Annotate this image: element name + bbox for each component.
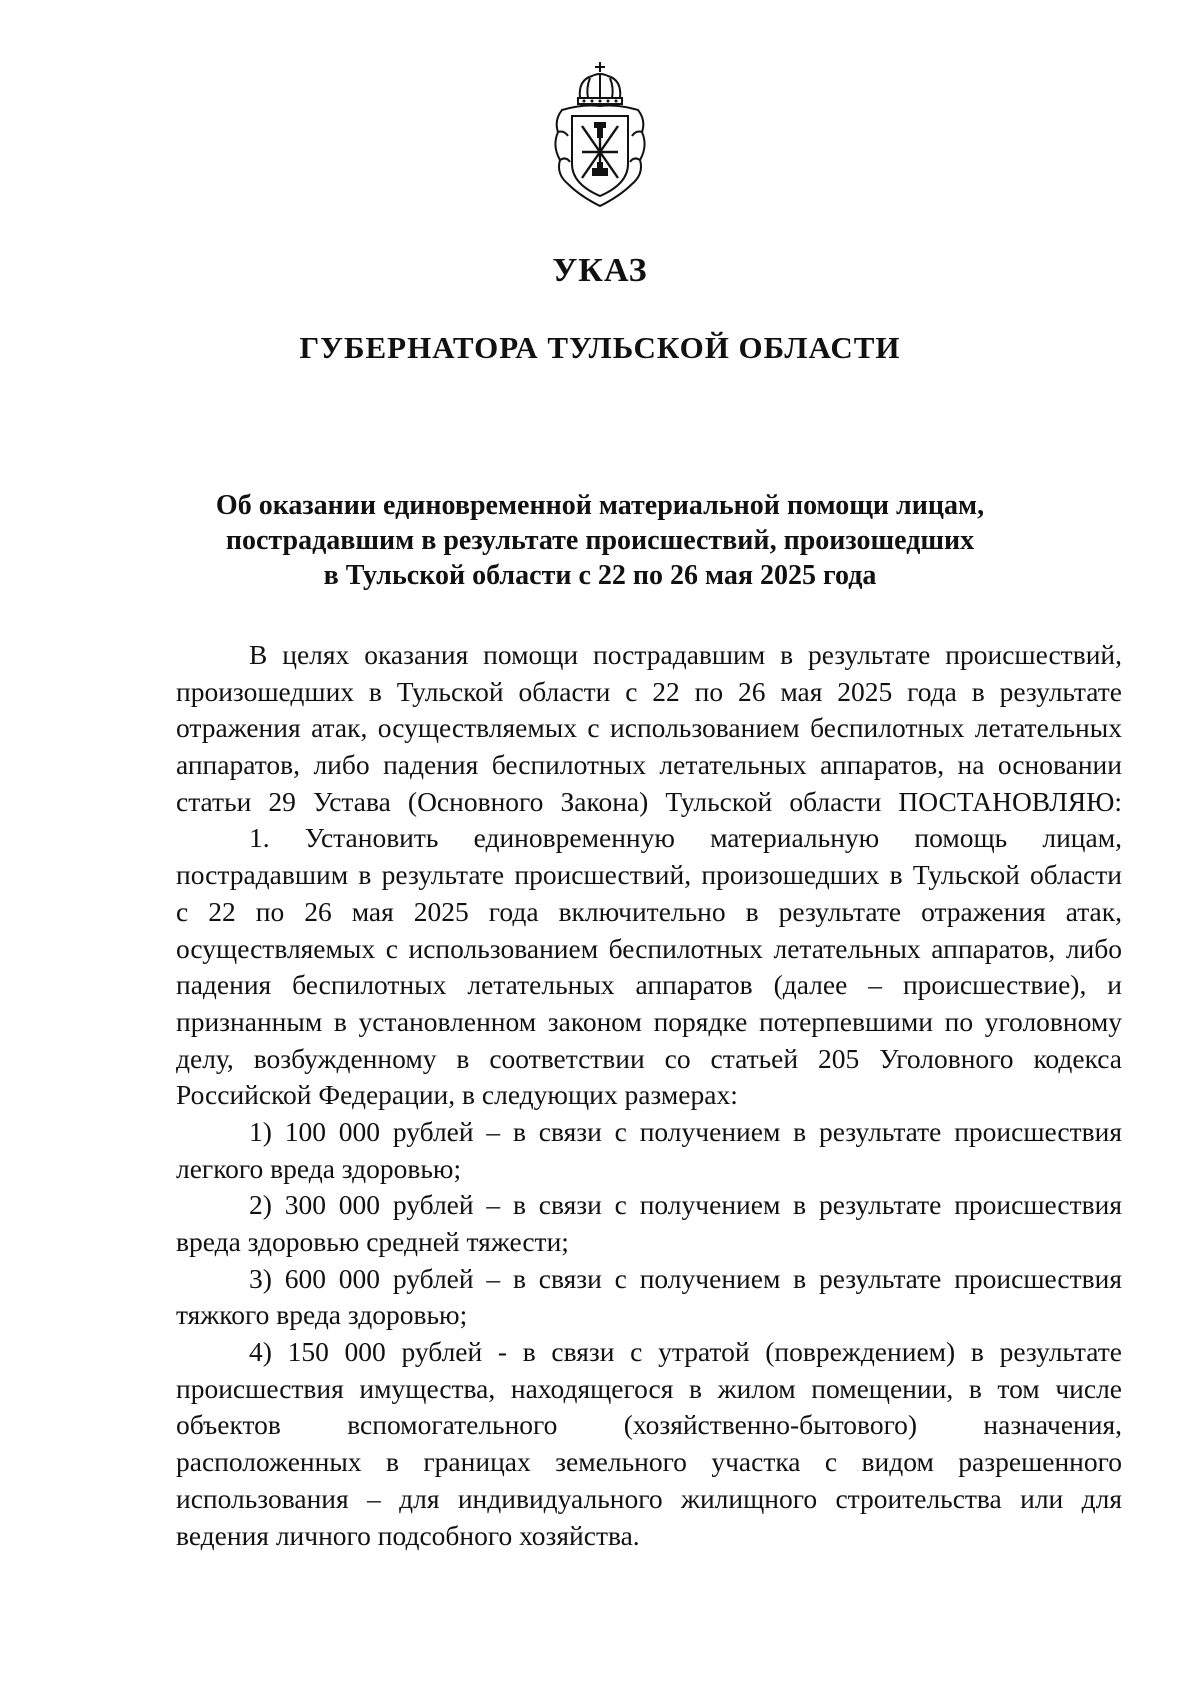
- subclause-4-line: ведения личного подсобного хозяйства.: [176, 1519, 640, 1551]
- coat-of-arms-icon: [548, 60, 652, 210]
- subclause-4-line: объектов вспомогательного (хозяйственно-бытового) назначения,: [176, 1409, 1122, 1441]
- clause-1-line: пострадавшим в результате происшествий, произошедших в Тульской области: [176, 859, 1122, 891]
- clause-1-line: осуществляемых с использованием беспилотных летательных аппаратов, либо: [176, 932, 1122, 964]
- subclause-4-line: происшествия имущества, находящегося в жилом помещении, в том числе: [176, 1372, 1122, 1404]
- clause-1-line: падения беспилотных летательных аппаратов (далее – происшествие), и: [176, 969, 1122, 1001]
- clause-1-line: Российской Федерации, в следующих размерах:: [176, 1079, 738, 1111]
- subclause-4-line: использования – для индивидуального жилищного строительства или для: [176, 1482, 1122, 1514]
- subject-line: пострадавшим в результате происшествий, произошедших: [225, 525, 975, 556]
- clause-1-line: 1. Установить единовременную материальную помощь лицам,: [249, 822, 1122, 854]
- subclause-2-line: 2) 300 000 рублей – в связи с получением в результате происшествия: [249, 1189, 1122, 1221]
- clause-1-line: признанным в установленном законом порядке потерпевшими по уголовному: [176, 1005, 1122, 1037]
- preamble-line: аппаратов, либо падения беспилотных летательных аппаратов, на основании: [176, 749, 1122, 781]
- decree-issuer: ГУБЕРНАТОРА ТУЛЬСКОЙ ОБЛАСТИ: [299, 330, 901, 365]
- subclause-4-line: 4) 150 000 рублей - в связи с утратой (повреждением) в результате: [249, 1336, 1122, 1368]
- decree-subject: [0, 488, 1200, 593]
- clause-1-line: делу, возбужденному в соответствии со статьей 205 Уголовного кодекса: [176, 1042, 1122, 1074]
- subclause-3-line: 3) 600 000 рублей – в связи с получением в результате происшествия: [249, 1262, 1122, 1294]
- preamble-line: статьи 29 Устава (Основного Закона) Тульской области ПОСТАНОВЛЯЮ:: [176, 785, 1122, 817]
- preamble-line: произошедших в Тульской области с 22 по 26 мая 2025 года в результате: [176, 675, 1122, 707]
- decree-title: УКАЗ: [552, 252, 648, 289]
- subclause-3-line: тяжкого вреда здоровью;: [176, 1299, 468, 1331]
- clause-1-line: с 22 по 26 мая 2025 года включительно в результате отражения атак,: [176, 895, 1122, 927]
- preamble-line: В целях оказания помощи пострадавшим в результате происшествий,: [249, 639, 1122, 670]
- subclause-1-line: 1) 100 000 рублей – в связи с получением в результате происшествия: [249, 1115, 1122, 1147]
- subclause-4-line: расположенных в границах земельного участка с видом разрешенного: [176, 1446, 1122, 1478]
- subclause-2-line: вреда здоровью средней тяжести;: [176, 1226, 569, 1257]
- subject-line: в Тульской области с 22 по 26 мая 2025 года: [323, 560, 877, 591]
- subject-line: Об оказании единовременной материальной помощи лицам,: [215, 490, 985, 521]
- subclause-1-line: легкого вреда здоровью;: [176, 1152, 462, 1184]
- decree-body: [176, 637, 1122, 1554]
- preamble-line: отражения атак, осуществляемых с использованием беспилотных летательных: [176, 712, 1122, 744]
